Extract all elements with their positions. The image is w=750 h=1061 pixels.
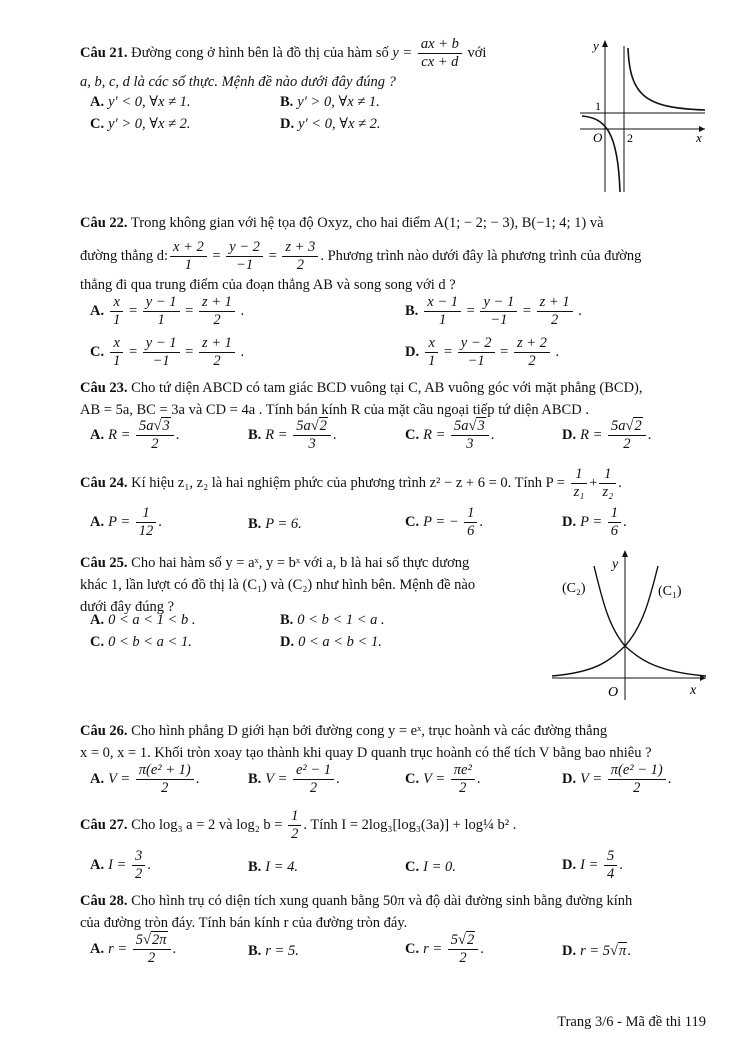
page-footer: Trang 3/6 - Mã đề thi 119: [557, 1014, 706, 1030]
option-c[interactable]: C. I = 0.: [405, 859, 456, 875]
option-b[interactable]: B. r = 5.: [248, 943, 299, 959]
option-b[interactable]: B. $\frac{x - 1}{1}$ = $\frac{y - 1}{-1}$ = $\frac{z + 1}{2}$ .: [405, 294, 582, 328]
option-a[interactable]: A. y′ < 0, ∀x ≠ 1.: [90, 94, 191, 110]
option-d[interactable]: D. P = $\frac{1}{6}$ .: [562, 505, 627, 539]
question-24: Câu 24. Kí hiệu z₁, z₂ là hai nghiệm phức của phương trình z² − z + 6 = 0. Tính P = $\frac{1}{\text{z₁}}$ + $\frac{1}{\text{z₂}}$ .: [80, 466, 622, 500]
option-d[interactable]: D. V = $\frac{\text{π(e² − 1)}}{2}$ .: [562, 762, 672, 796]
option-c[interactable]: C. r = $\frac{5√2}{2}$ .: [405, 932, 484, 966]
question-25: Câu 25. Cho hai hàm số y = aˣ, y = bˣ với a, b là hai số thực dương khác 1, lần lượt có đồ thị là (C₁) và (C₂) như hình bên. Mệnh đề nào dưới đây đúng ?: [80, 555, 476, 615]
origin-label: O: [593, 130, 603, 145]
option-a[interactable]: A. $\frac{x}{1}$ = $\frac{y - 1}{1}$ = $\frac{z + 1}{2}$ .: [90, 294, 245, 328]
option-c[interactable]: C. 0 < b < a < 1.: [90, 634, 192, 650]
question-22: Câu 22. Trong không gian với hệ tọa độ Oxyz, cho hai điểm A(1; − 2; − 3), B(−1; 4; 1) và đường thẳng d: $\frac{x + 2}{1}$ = $\frac{y - 2}{-1}$ = $\frac{z + 3}{2}$ . Phương trình nào dưới đây là phương trình của đường thẳng đi qua trung điểm của đoạn thẳng AB và song song với d ?: [80, 215, 642, 294]
hyperbola-graph: [560, 36, 710, 198]
option-c[interactable]: C. y′ > 0, ∀x ≠ 2.: [90, 116, 191, 132]
y-label: y: [593, 38, 599, 53]
option-b[interactable]: B. 0 < b < 1 < a .: [280, 612, 385, 628]
option-a[interactable]: A. P = $\frac{1}{12}$ .: [90, 505, 162, 539]
y-label: y: [612, 557, 619, 572]
question-27: Câu 27. Cho log₃ a = 2 và log₂ b = $\frac{1}{2}$ . Tính I = 2log₃[log₃(3a)] + log¼ b² .: [80, 808, 517, 842]
option-b[interactable]: B. V = $\frac{\text{e² − 1}}{2}$ .: [248, 762, 340, 796]
option-d[interactable]: D. 0 < a < b < 1.: [280, 634, 382, 650]
hyperbola-left-branch: [582, 116, 620, 192]
fraction: $\frac{ax + b}{cx + d}$: [418, 36, 462, 71]
exponential-graph: [548, 548, 710, 704]
option-a[interactable]: A. I = $\frac{3}{2}$ .: [90, 848, 151, 882]
option-c[interactable]: C. V = $\frac{\text{πe²}}{2}$ .: [405, 762, 481, 796]
option-b[interactable]: B. P = 6.: [248, 516, 302, 532]
option-c[interactable]: C. $\frac{x}{1}$ = $\frac{y - 1}{-1}$ = $\frac{z + 1}{2}$ .: [90, 335, 245, 369]
question-28: Câu 28. Cho hình trụ có diện tích xung quanh bằng 50π và độ dài đường sinh bằng đường kính của đường tròn đáy. Tính bán kính r của đường tròn đáy.: [80, 893, 633, 931]
option-b[interactable]: B. y′ > 0, ∀x ≠ 1.: [280, 94, 380, 110]
option-d[interactable]: D. I = $\frac{5}{4}$ .: [562, 848, 623, 882]
question-21: Câu 21. Đường cong ở hình bên là đồ thị của hàm số y = $\frac{ax + b}{cx + d}$ với a, b, c, d là các số thực. Mệnh đề nào dưới đây đúng ?: [80, 36, 487, 91]
option-c[interactable]: C. P = − $\frac{1}{6}$ .: [405, 505, 484, 539]
option-a[interactable]: A. R = $\frac{5a√3}{2}$ .: [90, 418, 180, 452]
question-label: Câu 21.: [80, 45, 128, 61]
question-23: Câu 23. Cho tứ diện ABCD có tam giác BCD vuông tại C, AB vuông góc với mặt phẳng (BCD), AB = 5a, BC = 3a và CD = 4a . Tính bán kính R của mặt cầu ngoại tiếp tứ diện ABCD .: [80, 380, 643, 418]
label-c1: (C₁): [658, 584, 682, 599]
option-d[interactable]: D. y′ < 0, ∀x ≠ 2.: [280, 116, 381, 132]
curve-c2: [594, 566, 706, 676]
x-label: x: [690, 683, 697, 698]
label-c2: (C₂): [562, 581, 586, 596]
option-b[interactable]: B. R = $\frac{5a√2}{3}$ .: [248, 418, 337, 452]
option-a[interactable]: A. 0 < a < 1 < b .: [90, 612, 196, 628]
option-b[interactable]: B. I = 4.: [248, 859, 299, 875]
question-26: Câu 26. Cho hình phẳng D giới hạn bởi đường cong y = eˣ, trục hoành và các đường thẳng x = 0, x = 1. Khối tròn xoay tạo thành khi quay D quanh trục hoành có thể tích V bằng bao nhiêu ?: [80, 723, 652, 761]
option-a[interactable]: A. r = $\frac{5√2\pi}{2}$ .: [90, 932, 177, 966]
y-axis-arrow: [602, 40, 608, 47]
hyperbola-right-branch: [628, 48, 705, 110]
option-a[interactable]: A. V = $\frac{\text{π(e² + 1)}}{2}$ .: [90, 762, 200, 796]
x-label: x: [696, 130, 702, 145]
origin-label: O: [608, 685, 619, 700]
y-axis-arrow: [622, 550, 628, 557]
tick-y-1: 1: [595, 99, 601, 113]
option-d[interactable]: D. $\frac{x}{1}$ = $\frac{y - 2}{-1}$ = $\frac{z + 2}{2}$ .: [405, 335, 560, 369]
option-d[interactable]: D. r = 5√π.: [562, 943, 631, 959]
option-d[interactable]: D. R = $\frac{5a√2}{2}$ .: [562, 418, 652, 452]
option-c[interactable]: C. R = $\frac{5a√3}{3}$ .: [405, 418, 495, 452]
tick-x-2: 2: [627, 131, 633, 145]
